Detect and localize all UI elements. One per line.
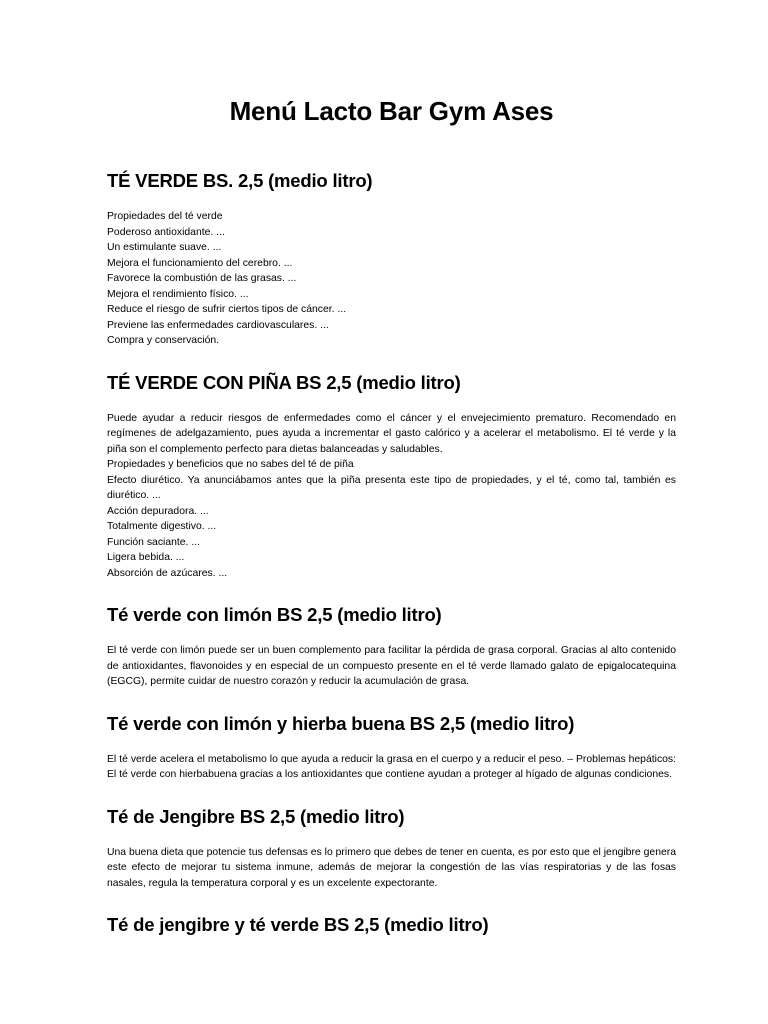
section-heading: Té de jengibre y té verde BS 2,5 (medio litro): [107, 914, 489, 935]
section-heading: TÉ VERDE CON PIÑA BS 2,5 (medio litro): [107, 371, 461, 393]
section-te-jengibre: [107, 805, 676, 892]
paragraph: Puede ayudar a reducir riesgos de enfermedades como el cáncer y el envejecimiento prematuro. Recomendado en regímenes de adelgazamiento, pues ayuda a incrementar el gasto calórico y a acelerar el metabolismo. El té verde y la piña son el complemento perfecto para dietas balanceadas y saludables.: [107, 412, 676, 455]
paragraph: El té verde acelera el metabolismo lo que ayuda a reducir la grasa en el cuerpo y a reducir el peso. – Problemas hepáticos: El té verde con hierbabuena gracias a los antioxidantes que contiene ayudan a proteger al hígado de algunas condiciones.: [107, 753, 676, 780]
paragraph: El té verde con limón puede ser un buen complemento para facilitar la pérdida de grasa corporal. Gracias al alto contenido de antioxidantes, flavonoides y en especial de un compuesto presente en el té verde llamado galato de epigalocatequina (EGCG), permite cuidar de nuestro corazón y reducir la acumulación de grasa.: [107, 645, 676, 687]
section-body: [107, 752, 676, 783]
list-item: Previene las enfermedades cardiovasculares. ...: [107, 319, 329, 331]
section-body: [107, 643, 676, 690]
section-te-jengibre-te-verde: [107, 913, 676, 937]
list-item: Reduce el riesgo de sufrir ciertos tipos de cáncer. ...: [107, 304, 347, 315]
list-item: Un estimulante suave. ...: [107, 242, 222, 253]
section-heading: Té verde con limón y hierba buena BS 2,5 (medio litro): [107, 712, 575, 734]
list-item: Poderoso antioxidante. ...: [107, 226, 225, 238]
section-body: [107, 411, 676, 582]
paragraph: Efecto diurético. Ya anunciábamos antes que la piña presenta este tipo de propiedades, y el té, como tal, también es diurético. ...: [107, 474, 676, 501]
section-te-verde-pina: [107, 371, 676, 582]
list-item: Totalmente digestivo. ...: [107, 521, 217, 532]
list-item: Acción depuradora. ...: [107, 505, 209, 517]
list-item: Mejora el rendimiento físico. ...: [107, 288, 249, 300]
list-item: Propiedades y beneficios que no sabes del té de piña: [107, 459, 354, 470]
properties-list: [107, 209, 676, 349]
list-item: Propiedades del té verde: [107, 211, 223, 222]
list-item: Favorece la combustión de las grasas. ...: [107, 273, 297, 284]
section-te-verde: [107, 169, 676, 349]
page-title: Menú Lacto Bar Gym Ases: [229, 96, 554, 126]
list-item: Ligera bebida. ...: [107, 552, 185, 563]
section-te-verde-limon: [107, 603, 676, 690]
section-heading: TÉ VERDE BS. 2,5 (medio litro): [107, 170, 373, 191]
section-heading: Té verde con limón BS 2,5 (medio litro): [107, 604, 442, 625]
paragraph: Una buena dieta que potencie tus defensas es lo primero que debes de tener en cuenta, es por esto que el jengibre genera este efecto de mejorar tu sistema inmune, además de mejorar la congestión de las vías respiratorias y de las fosas nasales, regula la temperatura corporal y es un excelente expectorante.: [107, 846, 676, 889]
section-heading: Té de Jengibre BS 2,5 (medio litro): [107, 805, 405, 827]
list-item: Mejora el funcionamiento del cerebro. ...: [107, 257, 293, 269]
list-item: Compra y conservación.: [107, 335, 220, 346]
section-te-verde-limon-hierbabuena: [107, 712, 676, 783]
list-item: Función saciante. ...: [107, 536, 200, 548]
list-item: Absorción de azúcares. ...: [107, 567, 228, 579]
section-body: [107, 845, 676, 892]
